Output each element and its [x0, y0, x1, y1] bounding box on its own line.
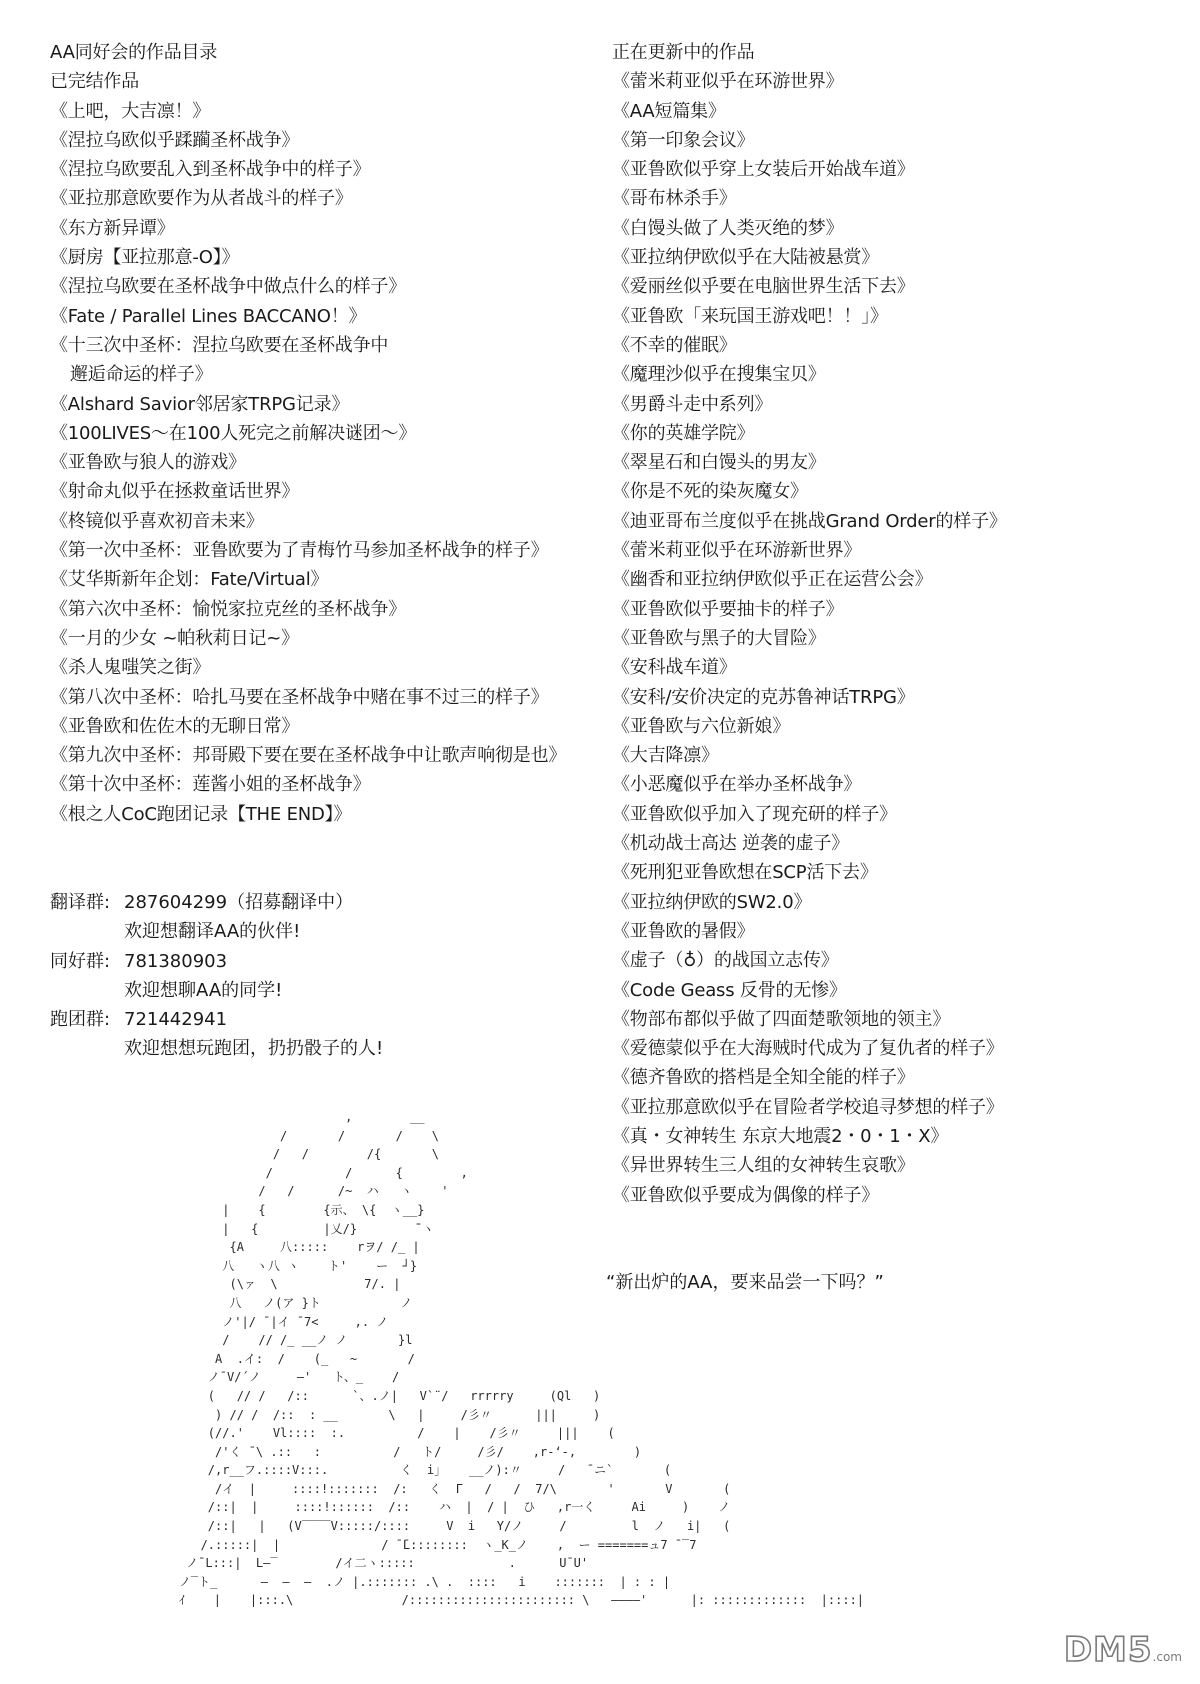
- list-item: 《异世界转生三人组的女神转生哀歌》: [612, 1155, 915, 1177]
- list-item: 《根之人CoC跑团记录【THE END】》: [50, 803, 352, 825]
- ongoing-heading: 正在更新中的作品: [612, 42, 755, 63]
- list-item: 《亚鲁欧和佐佐木的无聊日常》: [50, 715, 300, 737]
- list-item: 《亚鲁欧与六位新娘》: [612, 715, 790, 737]
- list-item: 《蕾米莉亚似乎在环游世界》: [612, 71, 844, 93]
- logo-sub: .com: [1152, 1650, 1182, 1664]
- list-item: 《亚鲁欧似乎要抽卡的样子》: [612, 598, 844, 620]
- completed-heading: 已完结作品: [50, 71, 139, 93]
- list-item: 《亚鲁欧与黑子的大冒险》: [612, 627, 826, 649]
- list-item: 《亚拉那意欧似乎在冒险者学校追寻梦想的样子》: [612, 1096, 1004, 1118]
- catalog-heading: AA同好会的作品目录: [50, 42, 218, 63]
- ongoing-works-column: [612, 38, 1172, 1210]
- list-item: 《翠星石和白馒头的男友》: [612, 452, 826, 474]
- list-item: 《一月的少女 ~帕秋莉日记~》: [50, 627, 299, 649]
- list-item: 《你是不死的染灰魔女》: [612, 481, 808, 503]
- list-item: 《亚鲁欧似乎穿上女装后开始战车道》: [612, 159, 915, 181]
- list-item: 《死刑犯亚鲁欧想在SCP活下去》: [612, 862, 878, 884]
- list-item: 《涅拉乌欧要乱入到圣杯战争中的样子》: [50, 159, 371, 181]
- list-item: 《亚拉纳伊欧似乎在大陆被悬赏》: [612, 247, 879, 269]
- list-item: 《亚鲁欧「来玩国王游戏吧！！」》: [612, 305, 888, 327]
- group-number: 781380903: [124, 950, 228, 972]
- list-item: 《白馒头做了人类灭绝的梦》: [612, 217, 844, 239]
- list-item: 《亚拉那意欧要作为从者战斗的样子》: [50, 188, 353, 210]
- group-label: 同好群:: [50, 950, 111, 972]
- list-item: 《Alshard Savior邻居家TRPG记录》: [50, 393, 350, 415]
- list-item: 《安科/安价决定的克苏鲁神话TRPG》: [612, 686, 915, 708]
- list-item: 《幽香和亚拉纳伊欧似乎正在运营公会》: [612, 569, 933, 591]
- list-item: 《柊镜似乎喜欢初音未来》: [50, 510, 264, 532]
- group-row: [50, 888, 570, 917]
- list-item: 《第八次中圣杯：哈扎马要在圣杯战争中赌在事不过三的样子》: [50, 686, 549, 708]
- list-item: 《魔理沙似乎在搜集宝贝》: [612, 364, 826, 386]
- list-item: 《亚拉纳伊欧的SW2.0》: [612, 891, 812, 913]
- list-item: 《涅拉乌欧似乎蹂躏圣杯战争》: [50, 129, 300, 151]
- group-row: [50, 947, 570, 976]
- list-item-continuation: 邂逅命运的样子》: [70, 364, 213, 386]
- list-item: 《第一次中圣杯：亚鲁欧要为了青梅竹马参加圣杯战争的样子》: [50, 540, 549, 562]
- group-number: 721442941: [124, 1009, 228, 1031]
- list-item: 《亚鲁欧似乎要成为偶像的样子》: [612, 1184, 879, 1206]
- list-item: 《小恶魔似乎在举办圣杯战争》: [612, 774, 862, 796]
- list-item: 《德齐鲁欧的搭档是全知全能的样子》: [612, 1067, 915, 1089]
- list-item: 《AA短篇集》: [612, 100, 726, 122]
- list-item: 《物部布都似乎做了四面楚歌领地的领主》: [612, 1008, 951, 1030]
- speech-quote: “新出炉的AA，要来品尝一下吗？”: [606, 1272, 884, 1293]
- group-label: 翻译群:: [50, 892, 111, 913]
- list-item: 《上吧，大吉凛！》: [50, 100, 211, 122]
- list-item: 《爱德蒙似乎在大海贼时代成为了复仇者的样子》: [612, 1038, 1004, 1060]
- list-item: 《杀人鬼嗤笑之街》: [50, 657, 211, 679]
- list-item: 《机动战士高达 逆袭的虚子》: [612, 833, 849, 855]
- list-item: 《亚鲁欧与狼人的游戏》: [50, 452, 246, 474]
- completed-works-column: [50, 38, 610, 829]
- ascii-art-illustration: , __ / / / \ / / /{ \ / / { , / / /~ ハ ヽ ' | { {示、 \{ ヽ__} | { |乂/} ̄¯ヽ {A 八::::: rヲ/ /_ | 八 ヽ八 ヽ ト' ー ┘} (\ァ \ 7/. | 八 ノ(ア }ト ノ ノ'|/ ̄ |イ ¯7< ,. ノ / // /_ __ノ ノ }l A .イ: / (_ ~ / ノ¯V/´ノ ―' ト、_ / ( // / /:: `、.ノ| V`¨/ rrrrry (Ql ) ) // / /:: : __ \ | /彡〃 ||| ) (//.' Vl:::: :. / | /彡〃 ||| ( /'く ¯\ .:: : / ト/ /彡/ ,r-‘-, ) /,r__フ.::::V:::. く i｣ __ノ):〃 / ¯ニ` ( /イ | ::::!::::::: /: く Г / / 7/\ ' V ( /::| | ::::!:::::: /:: ハ | / | ひ ,r一く Ai ) ノ /::| | (V‾‾‾‾V:::::/:::: V i Y/ノ / l ノ i| ( /.:::::| | / ̄ ̄L:::::::: ヽ_K_ノ , ー =======ュ7 ¯‾7 ノ¯L:::| L―‾ /イ二ヽ::::: . U¯U' ノ‾ト_ ― ― ― .ノ |.::::::: .\ . :::: i ::::::: | : : | ｲ | |:::.\ /::::::::::::::::::::::: \ ――――' |: ::::::::::::: |::::|: [178, 1110, 865, 1608]
- group-label: 跑团群:: [50, 1009, 111, 1031]
- list-item: 《男爵斗走中系列》: [612, 393, 773, 415]
- list-item: 《安科战车道》: [612, 657, 737, 679]
- group-note: 欢迎想聊AA的同学!: [124, 979, 283, 1001]
- group-info: [50, 888, 570, 1064]
- list-item: 《爱丽丝似乎要在电脑世界生活下去》: [612, 276, 915, 298]
- list-item: 《涅拉乌欧要在圣杯战争中做点什么的样子》: [50, 276, 406, 298]
- group-row: [50, 1005, 570, 1034]
- list-item: 《迪亚哥布兰度似乎在挑战Grand Order的样子》: [612, 510, 1007, 532]
- list-item: 《射命丸似乎在拯救童话世界》: [50, 481, 300, 503]
- list-item: 《亚鲁欧似乎加入了现充研的样子》: [612, 803, 897, 825]
- list-item: 《100LIVES～在100人死完之前解决谜团～》: [50, 422, 417, 444]
- list-item: 《Fate / Parallel Lines BACCANO！》: [50, 305, 367, 327]
- list-item: 《第六次中圣杯：愉悦家拉克丝的圣杯战争》: [50, 598, 406, 620]
- list-item: 《十三次中圣杯：涅拉乌欧要在圣杯战争中: [50, 334, 389, 356]
- list-item: 《虚子（♁）的战国立志传》: [612, 950, 839, 972]
- logo-main: DM5: [1063, 1630, 1153, 1670]
- list-item: 《艾华斯新年企划：Fate/Virtual》: [50, 569, 329, 591]
- list-item: 《Code Geass 反骨的无惨》: [612, 979, 847, 1001]
- list-item: 《第九次中圣杯：邦哥殿下要在要在圣杯战争中让歌声响彻是也》: [50, 745, 567, 767]
- list-item: 《大吉降凛》: [612, 745, 719, 767]
- group-note: 欢迎想想玩跑团，扔扔骰子的人!: [124, 1038, 384, 1060]
- dm5-logo: [1064, 1630, 1182, 1670]
- group-note: 欢迎想翻译AA的伙伴!: [124, 921, 301, 943]
- list-item: 《不幸的催眠》: [612, 334, 737, 356]
- list-item: 《你的英雄学院》: [612, 422, 755, 444]
- list-item: 《厨房【亚拉那意-O】》: [50, 247, 240, 269]
- list-item: 《亚鲁欧的暑假》: [612, 920, 755, 942]
- group-number: 287604299（招募翻译中）: [124, 892, 354, 913]
- list-item: 《哥布林杀手》: [612, 188, 737, 210]
- list-item: 《东方新异谭》: [50, 217, 175, 239]
- list-item: 《第十次中圣杯：莲酱小姐的圣杯战争》: [50, 774, 371, 796]
- list-item: 《蕾米莉亚似乎在环游新世界》: [612, 540, 862, 562]
- list-item: 《真・女神转生 东京大地震2・0・1・X》: [612, 1125, 949, 1147]
- list-item: 《第一印象会议》: [612, 129, 755, 151]
